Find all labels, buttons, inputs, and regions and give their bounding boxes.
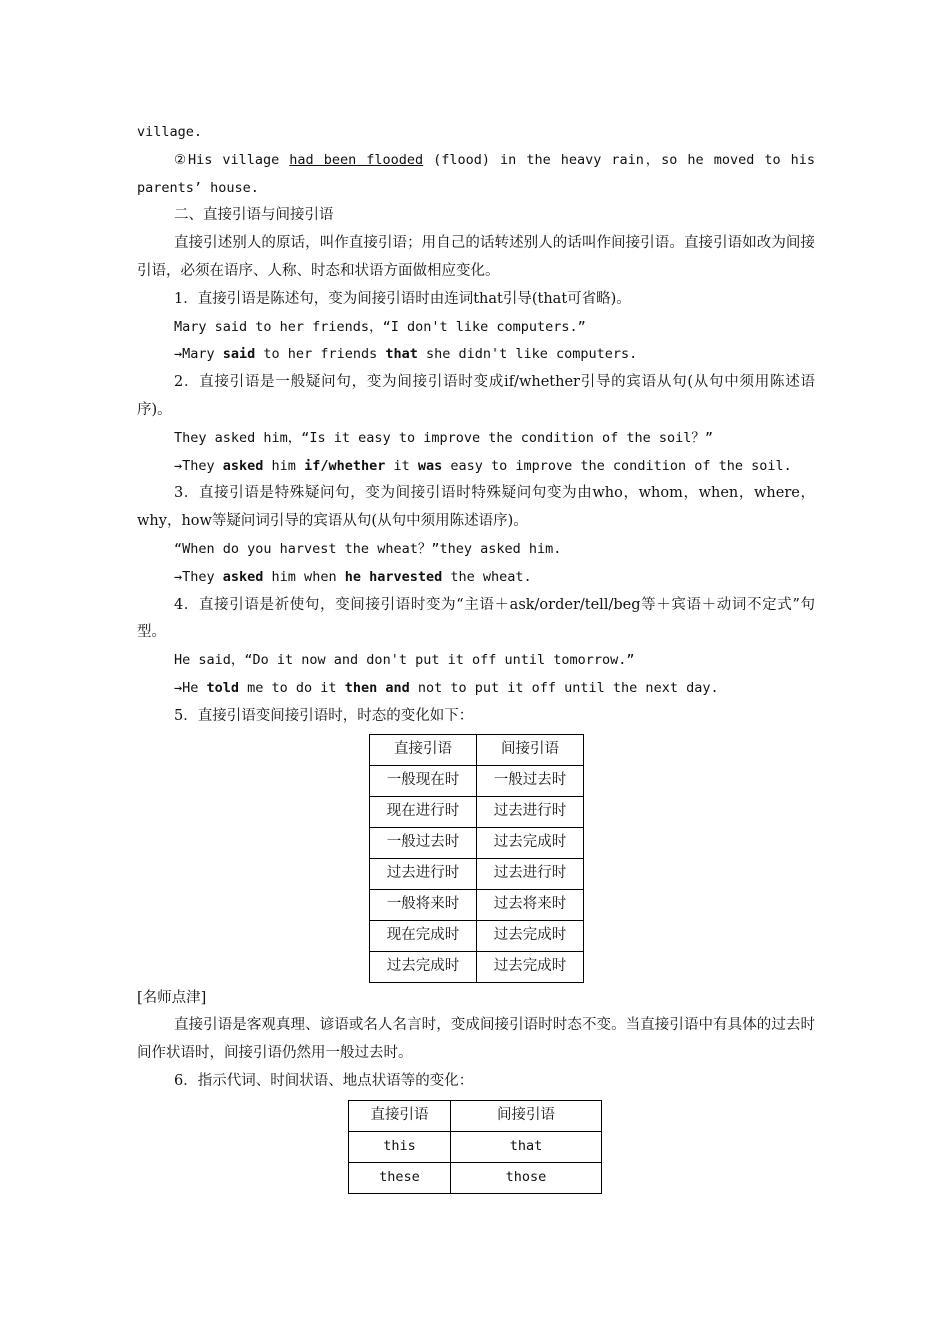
table-row <box>370 920 584 951</box>
rule-2-example: They asked him，“Is it easy to improve the condition of the soil？” <box>174 429 714 446</box>
table-cell: 一般将来时 <box>370 889 477 920</box>
table-header-cell: 直接引语 <box>370 734 477 765</box>
rule-6: 6．指示代词、时间状语、地点状语等的变化： <box>174 1072 474 1089</box>
rule-1: 1．直接引语是陈述句，变为间接引语时由连词that引导(that可省略)。 <box>174 290 631 307</box>
rule-3-example: “When do you harvest the wheat？”they asked him. <box>174 540 562 557</box>
table-row <box>349 1162 602 1193</box>
table-header-cell: 间接引语 <box>451 1100 602 1131</box>
table-row <box>370 827 584 858</box>
rule-3-answer: →They asked him when he harvested the wheat. <box>174 568 532 585</box>
table-cell: this <box>349 1131 451 1162</box>
table-cell: 现在完成时 <box>370 920 477 951</box>
table-cell: 过去将来时 <box>477 889 584 920</box>
table-cell: 过去完成时 <box>370 951 477 982</box>
rule-2: 2．直接引语是一般疑问句，变为间接引语时变成if/whether引导的宾语从句(从句中须用陈述语序)。 <box>137 374 815 418</box>
pronoun-table <box>348 1100 602 1194</box>
section-heading: 二、直接引语与间接引语 <box>174 207 334 224</box>
tip-paragraph: 直接引语是客观真理、谚语或名人名言时，变成间接引语时时态不变。当直接引语中有具体的过去时间作状语时，间接引语仍然用一般过去时。 <box>137 1017 815 1062</box>
table-cell: 一般过去时 <box>370 827 477 858</box>
rule-4-example: He said，“Do it now and don't put it off until tomorrow.” <box>174 652 635 669</box>
rule-2-answer: →They asked him if/whether it was easy to improve the condition of the soil. <box>174 457 792 474</box>
tense-table-wrapper <box>137 734 815 983</box>
rule-4-answer: →He told me to do it then and not to put it off until the next day. <box>174 679 719 696</box>
table-cell: that <box>451 1131 602 1162</box>
example-sentence: ②His village had been flooded (flood) in the heavy rain，so he moved to his parents’ house. <box>137 151 815 196</box>
table-row <box>370 889 584 920</box>
table-header-row <box>349 1100 602 1131</box>
table-row <box>370 796 584 827</box>
rule-1-answer: →Mary said to her friends that she didn't like computers. <box>174 346 638 363</box>
table-row <box>349 1131 602 1162</box>
tense-table <box>369 734 584 983</box>
table-cell: those <box>451 1162 602 1193</box>
table-row <box>370 858 584 889</box>
table-header-row <box>370 734 584 765</box>
document-page <box>137 119 815 1194</box>
tip-label: [名师点津] <box>137 989 207 1006</box>
table-cell: 过去完成时 <box>477 920 584 951</box>
rule-5: 5．直接引语变间接引语时，时态的变化如下： <box>174 707 474 724</box>
table-cell: 一般现在时 <box>370 765 477 796</box>
answer-underline: had been flooded <box>289 151 424 168</box>
table-cell: 现在进行时 <box>370 796 477 827</box>
rule-4: 4．直接引语是祈使句，变间接引语时变为“主语＋ask/order/tell/beg等＋宾语＋动词不定式”句型。 <box>137 596 815 641</box>
intro-paragraph: 直接引述别人的原话，叫作直接引语；用自己的话转述别人的话叫作间接引语。直接引语如改为间接引语，必须在语序、人称、时态和状语方面做相应变化。 <box>137 235 815 279</box>
table-cell: these <box>349 1162 451 1193</box>
table-row <box>370 951 584 982</box>
rule-1-example: Mary said to her friends，“I don't like computers.” <box>174 318 586 335</box>
table-cell: 过去进行时 <box>477 858 584 889</box>
table-cell: 过去完成时 <box>477 951 584 982</box>
table-cell: 一般过去时 <box>477 765 584 796</box>
table-cell: 过去进行时 <box>370 858 477 889</box>
rule-3: 3．直接引语是特殊疑问句，变为间接引语时特殊疑问句变为由who，whom，when，where，why，how等疑问词引导的宾语从句(从句中须用陈述语序)。 <box>137 485 815 530</box>
table-row <box>370 765 584 796</box>
pronoun-table-wrapper <box>137 1100 815 1194</box>
text-line: village. <box>137 124 203 140</box>
table-header-cell: 间接引语 <box>477 734 584 765</box>
table-cell: 过去完成时 <box>477 827 584 858</box>
table-header-cell: 直接引语 <box>349 1100 451 1131</box>
table-cell: 过去进行时 <box>477 796 584 827</box>
